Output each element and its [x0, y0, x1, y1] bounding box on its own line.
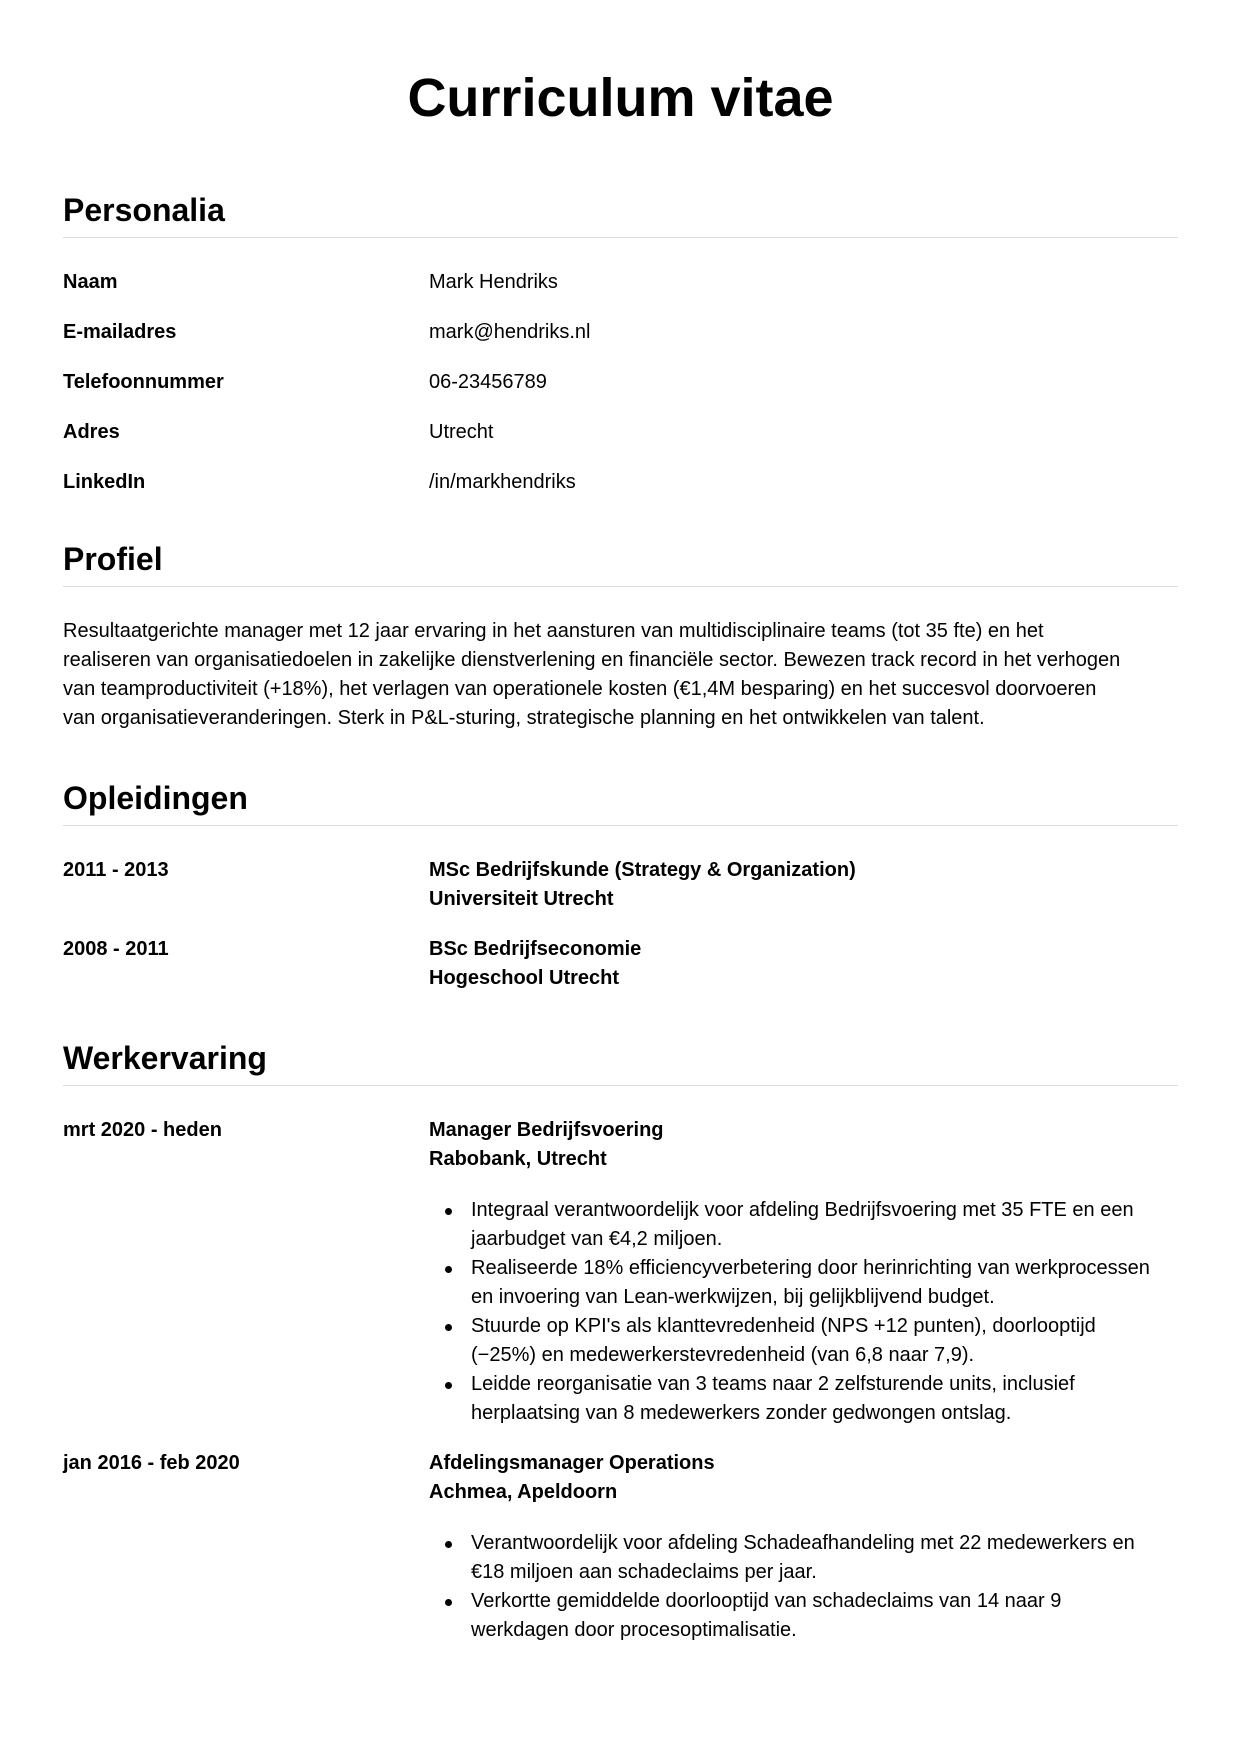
field-label: Telefoonnummer	[63, 371, 224, 393]
bullet-line: Leidde reorganisatie van 3 teams naar 2 zelfsturende units, inclusief	[471, 1373, 1075, 1395]
job-period: jan 2016 - feb 2020	[63, 1452, 240, 1474]
profile-paragraph	[63, 617, 1178, 733]
section-divider	[63, 825, 1178, 826]
section-personalia	[63, 188, 1178, 497]
personalia-row-telefoon	[63, 368, 1178, 397]
job-role: Afdelingsmanager Operations	[429, 1452, 715, 1474]
section-divider	[63, 1085, 1178, 1086]
education-details	[429, 935, 1178, 993]
personalia-row-email	[63, 318, 1178, 347]
education-details	[429, 856, 1178, 914]
field-label: Naam	[63, 271, 118, 293]
bullet-line: (−25%) en medewerkerstevredenheid (van 6,8 naar 7,9).	[471, 1344, 975, 1366]
section-heading-opleidingen: Opleidingen	[63, 780, 248, 816]
job-entry	[63, 1449, 1178, 1645]
field-label: LinkedIn	[63, 471, 146, 493]
profile-line: van teamproductiviteit (+18%), het verlagen van operationele kosten (€1,4M besparing) en het succesvol doorvoeren	[63, 678, 1097, 700]
section-profiel	[63, 537, 1178, 733]
document-title: Curriculum vitae	[407, 68, 834, 128]
job-entry	[63, 1116, 1178, 1428]
job-responsibilities	[429, 1196, 1178, 1428]
education-title: BSc Bedrijfseconomie	[429, 938, 642, 960]
bullet-line: Integraal verantwoordelijk voor afdeling Bedrijfsvoering met 35 FTE en een	[471, 1199, 1134, 1221]
bullet-line: Verkortte gemiddelde doorlooptijd van schadeclaims van 14 naar 9	[471, 1590, 1062, 1612]
section-opleidingen	[63, 776, 1178, 993]
field-value: 06-23456789	[429, 371, 547, 393]
bullet-line: Stuurde op KPI's als klanttevredenheid (NPS +12 punten), doorlooptijd	[471, 1315, 1096, 1337]
education-title: MSc Bedrijfskunde (Strategy & Organization)	[429, 859, 856, 881]
list-item	[471, 1196, 1178, 1254]
list-item	[471, 1529, 1178, 1587]
field-value: mark@hendriks.nl	[429, 321, 591, 343]
education-period: 2011 - 2013	[63, 859, 169, 881]
profile-line: realiseren van organisatiedoelen in zakelijke dienstverlening en financiële sector. Bewezen track record in het verhogen	[63, 649, 1121, 671]
bullet-line: herplaatsing van 8 medewerkers zonder gedwongen ontslag.	[471, 1402, 1012, 1424]
bullet-line: Verantwoordelijk voor afdeling Schadeafhandeling met 22 medewerkers en	[471, 1532, 1135, 1554]
field-value: Utrecht	[429, 421, 494, 443]
personalia-row-naam	[63, 268, 1178, 297]
bullet-line: jaarbudget van €4,2 miljoen.	[471, 1228, 723, 1250]
section-divider	[63, 586, 1178, 587]
section-werkervaring	[63, 1036, 1178, 1645]
education-institution: Hogeschool Utrecht	[429, 967, 620, 989]
list-item	[471, 1587, 1178, 1645]
education-period: 2008 - 2011	[63, 938, 169, 960]
personalia-row-linkedin	[63, 468, 1178, 497]
job-company: Rabobank, Utrecht	[429, 1148, 607, 1170]
section-heading-profiel: Profiel	[63, 541, 163, 577]
list-item	[471, 1370, 1178, 1428]
bullet-line: Realiseerde 18% efficiencyverbetering door herinrichting van werkprocessen	[471, 1257, 1150, 1279]
education-entry	[63, 935, 1178, 993]
job-details	[429, 1449, 1178, 1645]
profile-line: Resultaatgerichte manager met 12 jaar ervaring in het aansturen van multidisciplinaire teams (tot 35 fte) en het	[63, 620, 1044, 642]
personalia-row-adres	[63, 418, 1178, 447]
job-details	[429, 1116, 1178, 1428]
job-period: mrt 2020 - heden	[63, 1119, 222, 1141]
personalia-table	[63, 268, 1178, 497]
section-divider	[63, 237, 1178, 238]
bullet-line: €18 miljoen aan schadeclaims per jaar.	[471, 1561, 817, 1583]
job-responsibilities	[429, 1529, 1178, 1645]
field-label: Adres	[63, 421, 120, 443]
bullet-line: en invoering van Lean-werkwijzen, bij gelijkblijvend budget.	[471, 1286, 995, 1308]
profile-line: van organisatieveranderingen. Sterk in P&L-sturing, strategische planning en het ontwikkelen van talent.	[63, 707, 985, 729]
list-item	[471, 1312, 1178, 1370]
field-value: Mark Hendriks	[429, 271, 558, 293]
field-label: E-mailadres	[63, 321, 177, 343]
education-entry	[63, 856, 1178, 914]
list-item	[471, 1254, 1178, 1312]
job-company: Achmea, Apeldoorn	[429, 1481, 618, 1503]
education-institution: Universiteit Utrecht	[429, 888, 614, 910]
section-heading-personalia: Personalia	[63, 192, 225, 228]
field-value: /in/markhendriks	[429, 471, 576, 493]
job-role: Manager Bedrijfsvoering	[429, 1119, 664, 1141]
bullet-line: werkdagen door procesoptimalisatie.	[471, 1619, 797, 1641]
section-heading-werkervaring: Werkervaring	[63, 1040, 267, 1076]
